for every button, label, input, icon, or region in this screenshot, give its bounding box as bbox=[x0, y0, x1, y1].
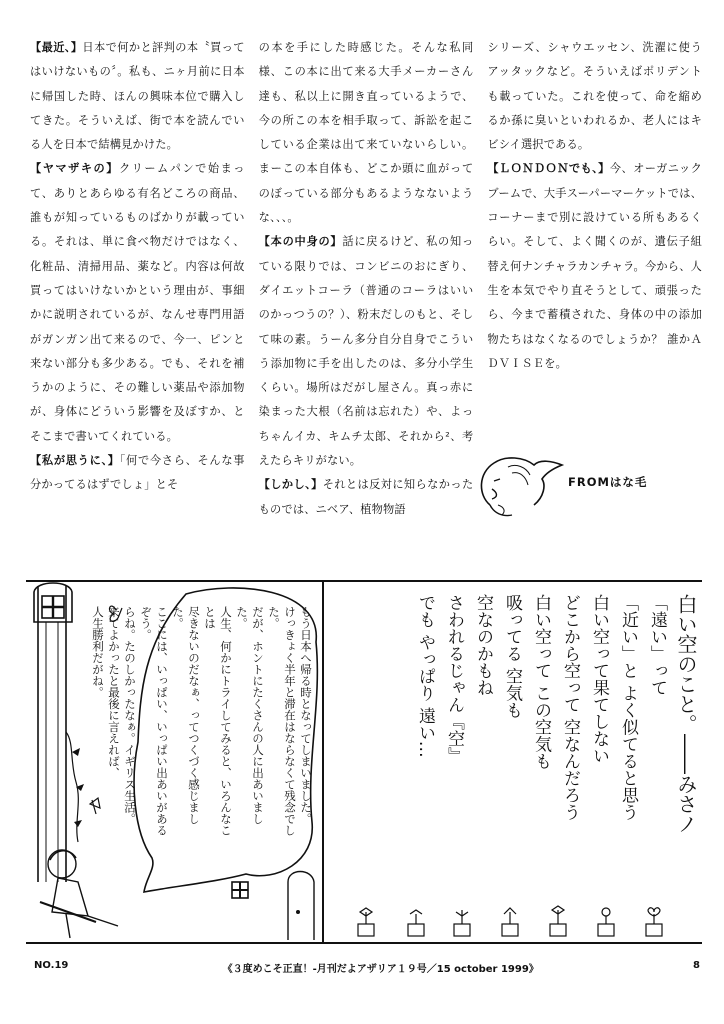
author-signature: FROMはな毛 bbox=[568, 475, 648, 489]
poem-line: 吸ってる 空気も bbox=[502, 594, 522, 719]
poem bbox=[344, 594, 700, 894]
paragraph-7 bbox=[487, 36, 702, 157]
paragraph-1 bbox=[30, 36, 245, 157]
comic-left-panel bbox=[26, 582, 324, 942]
poem-line: 空なのかもね bbox=[473, 594, 493, 696]
issue-number: NO.19 bbox=[34, 960, 69, 971]
paragraph-heading: 【私が思うに、】 bbox=[30, 454, 120, 468]
page-footer bbox=[34, 960, 700, 975]
bubble-line: だが、ホントにたくさんの人に出あいました。 bbox=[235, 606, 265, 825]
poem-title: 白い空のこと。――みさノ bbox=[674, 594, 698, 834]
poem-line: 白い空って果てしない bbox=[589, 594, 609, 764]
paragraph-heading: 【しかし、】 bbox=[258, 478, 323, 492]
poem-line: 「近い」と よく似てると思う bbox=[618, 594, 638, 821]
poem-line: どこから空って 空なんだろう bbox=[560, 594, 580, 821]
page-number: 8 bbox=[693, 960, 700, 971]
paragraph-heading: 【本の中身の】 bbox=[258, 235, 343, 249]
paragraph-text: 話に戻るけど、私の知っている限りでは、コンビニのおにぎり、ダイエットコーラ（普通のコーラはいいのかっつうの？）、粉末だしのもと、そして味の素。うーん多分自分自身でこういう添加物に手を出したのは、多分小学生くらい。場所はだがし屋さん。真っ赤に染まった大根（名前は忘れた）や、よっちゃんイカ、キムチ太郎、それから²、考えたらキリがない。 bbox=[258, 235, 474, 468]
bubble-line: 尽きないのだなぁ、ってつくづく感じました。 bbox=[171, 606, 201, 825]
speech-bubble-text bbox=[91, 606, 314, 846]
bubble-line: ここには、いっぱい、いっぱい出あいがあるぞう。 bbox=[139, 606, 169, 836]
article-column-2 bbox=[259, 36, 474, 561]
bubble-line: 人生、何かにトライしてみると、いろんなことは bbox=[203, 606, 233, 836]
paragraph-heading: 【ヤマザキの】 bbox=[30, 162, 119, 176]
flower-pots-icon bbox=[342, 902, 698, 940]
publication-title: 《３度めこそ正直！-月刊だよアザリア１９号／15 october 1999》 bbox=[222, 964, 539, 975]
poem-line: 「遠い」って bbox=[647, 594, 667, 696]
bubble-line: もう日本へ帰る時となってしまいました。 bbox=[299, 606, 313, 825]
article-column-1 bbox=[30, 36, 245, 561]
paragraph-text: シリーズ、シャウエッセン、洗濯に使うアッタックなど。そういえばポリデントも載っていた。これを使って、命を縮めるか孫に臭いといわれるか、老人にはキビシイ選択である。 bbox=[487, 41, 703, 152]
paragraph-8 bbox=[487, 157, 702, 376]
paragraph-text: の本を手にした時感じた。そんな私同様、この本に出て来る大手メーカーさん達も、私以上に開き直っているようで、今の所この本を相手取って、訴訟を起こしている企業は出て来ていないらしい。まーこの本自体も、どこか頭に血がってのぼっている部分もあるようなないような、、、。 bbox=[258, 41, 474, 225]
paragraph-text: クリームパンで始まって、ありとあらゆる有名どころの商品、誰もが知っているものばかりが載っている。それは、単に食べ物だけではなく、化粧品、清掃用品、薬など。内容は何故買ってはいけないかという理由が、事細かに説明されているが、なんせ専門用語がガンガン出て来るので、今一、ピンと来ない部分も多少ある。でも、それを補うかのように、その難しい薬品や添加物が、身体にどういう影響を及ぼすか、とそこまで書いてくれている。 bbox=[30, 162, 245, 443]
paragraph-3 bbox=[30, 449, 245, 498]
bubble-line: 人生勝利だがね。 bbox=[91, 606, 105, 698]
paragraph-text: 日本で何かと評判の本〝買ってはいけないもの〞。私も、ニヶ月前に日本に帰国した時、ほんの興味本位で購入してきた。そういえば、街で本を読んでいる人を日本で結構見かけた。 bbox=[30, 41, 245, 152]
bubble-line: けっきょく半年と滞在はならなくて残念でした。 bbox=[267, 606, 297, 836]
paragraph-6 bbox=[259, 473, 474, 522]
poem-line: さわれるじゃん『空』 bbox=[444, 594, 464, 764]
paragraph-text: 「何で今さら、そんな事分かってるはずでしょ」とそ bbox=[30, 454, 245, 492]
bubble-line: らね。たのしかったなぁ。イギリス生活。 bbox=[123, 606, 137, 825]
paragraph-text: それとは反対に知らなかったものでは、ニベア、植物物語 bbox=[258, 478, 474, 516]
comic-panel bbox=[26, 580, 702, 944]
paragraph-text: 今、オーガニックブームで、大手スーパーマーケットでは、コーナーまで別に設けている所もあるくらい。そして、よく聞くのが、遺伝子組替え何ナンチャラカンチャラ。今から、人生を本気でやり直そうとして、頑張ったら、今まで蓄積された、身体の中の添加物たちはなくなるのでしょうか？ 誰かＡＤＶＩＳＥを。 bbox=[487, 162, 703, 370]
paragraph-4 bbox=[259, 36, 474, 230]
paragraph-heading: 【ＬＯＮＤＯＮでも、】 bbox=[487, 162, 610, 176]
poem-line: でも やっぱり 遠い… bbox=[415, 594, 435, 758]
paragraph-5 bbox=[259, 230, 474, 473]
paragraph-2 bbox=[30, 157, 245, 449]
poem-line: 白い空って この空気も bbox=[531, 594, 551, 770]
author-face-sketch-icon bbox=[468, 445, 568, 525]
paragraph-heading: 【最近、】 bbox=[30, 41, 83, 54]
bubble-line: 来てよかったと最後に言えれば、 bbox=[107, 606, 121, 779]
